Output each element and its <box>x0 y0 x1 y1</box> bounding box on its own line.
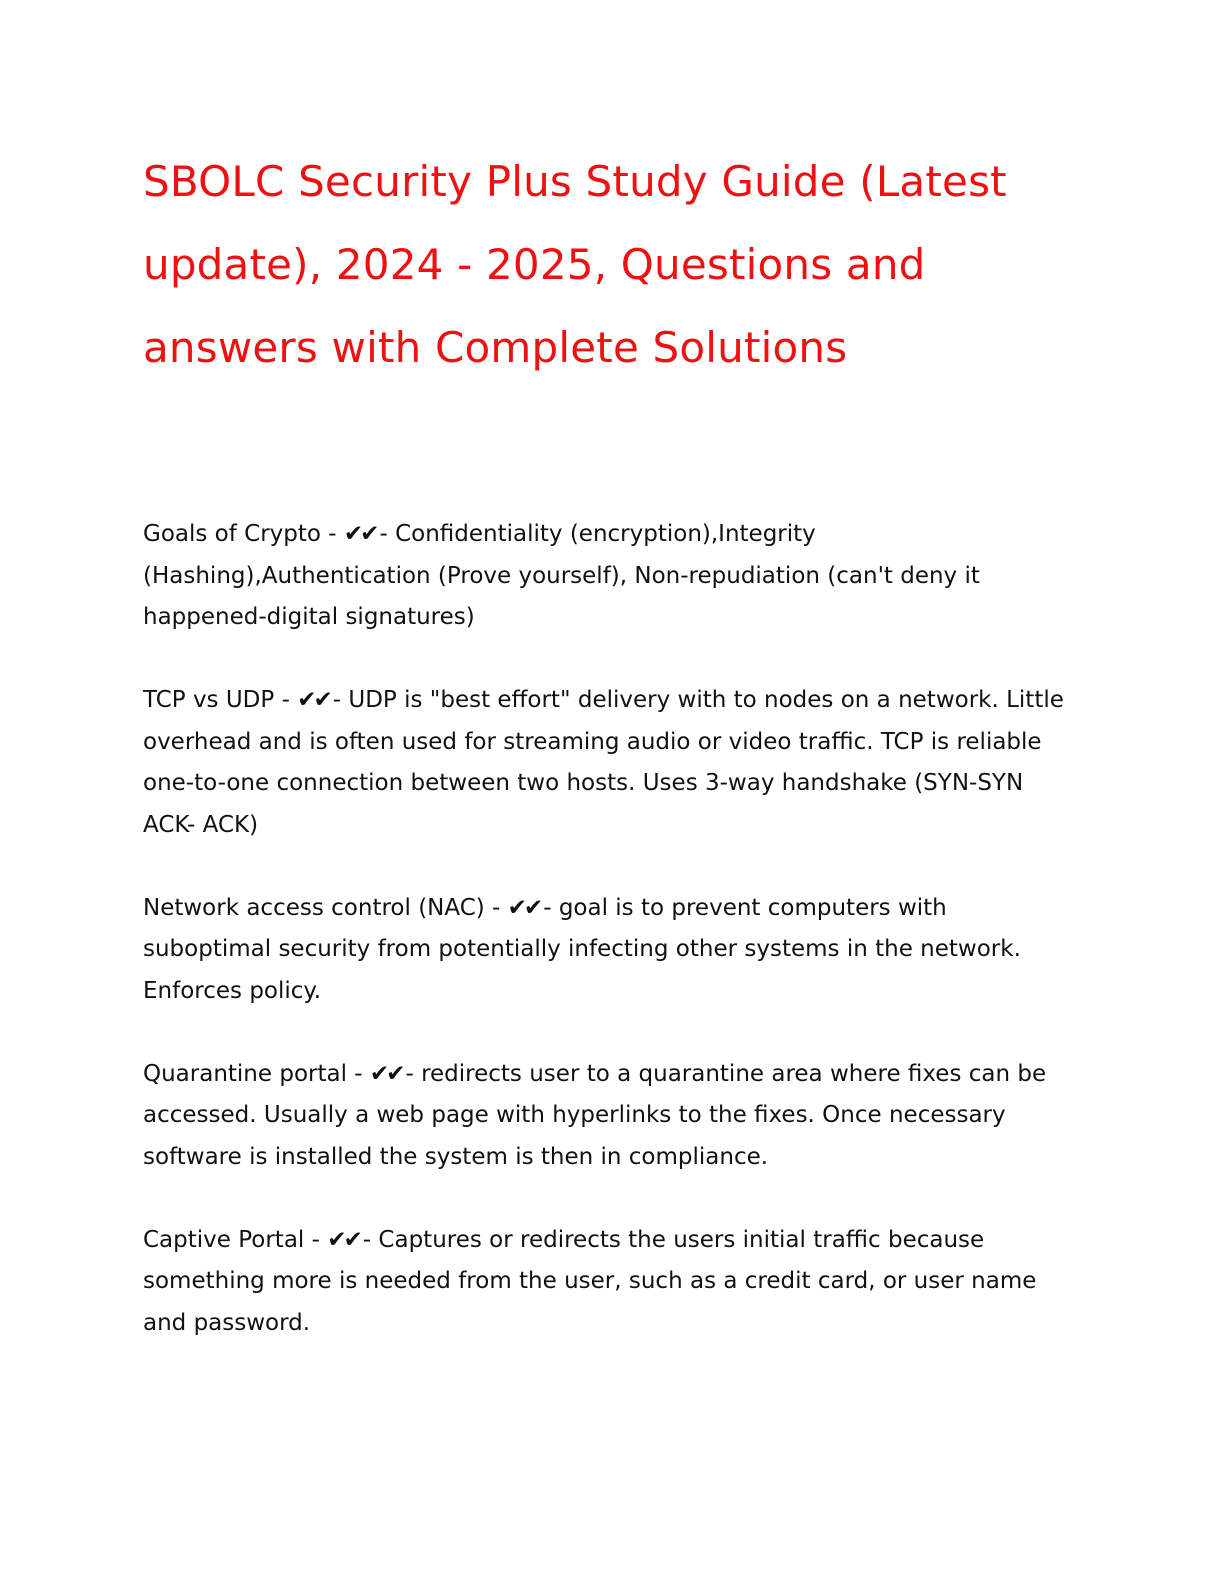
qa-list <box>143 514 1078 1344</box>
qa-separator: - <box>320 521 344 547</box>
qa-separator: - <box>274 687 298 713</box>
qa-answer-prefix: - <box>362 1226 379 1253</box>
check-mark-icon: ✔✔ <box>297 687 330 713</box>
qa-term: Quarantine portal <box>143 1060 347 1087</box>
qa-answer: goal is to prevent computers with suboptimal security from potentially infecting other systems in the network. Enforces policy. <box>143 894 1021 1004</box>
check-mark-icon: ✔✔ <box>343 521 377 547</box>
qa-answer: Confidentiality (encryption),Integrity (Hashing),Authentication (Prove yourself), Non-repudiation (can't deny it happened-digital signatures) <box>143 521 980 630</box>
qa-item <box>143 1220 1078 1345</box>
check-mark-icon: ✔✔ <box>327 1226 360 1253</box>
qa-term: Network access control (NAC) <box>143 894 485 921</box>
qa-item <box>143 680 1078 846</box>
qa-answer-prefix: - <box>543 894 559 921</box>
qa-item <box>143 514 1078 639</box>
qa-answer: UDP is "best effort" delivery with to nodes on a network. Little overhead and is often used for streaming audio or video traffic. TCP is reliable one-to-one connection between two hosts. Uses 3-way handshake (SYN-SYN ACK- ACK) <box>143 687 1064 838</box>
qa-term: TCP vs UDP <box>143 687 275 713</box>
check-mark-icon: ✔✔ <box>369 1060 403 1087</box>
page-title: SBOLC Security Plus Study Guide (Latest update), 2024 - 2025, Questions and answers with Complete Solutions <box>143 157 1007 372</box>
qa-item <box>143 1054 1078 1179</box>
check-mark-icon: ✔✔ <box>507 894 541 921</box>
qa-answer-prefix: - <box>332 687 349 713</box>
qa-answer: Captures or redirects the users initial traffic because something more is needed from the user, such as a credit card, or user name and password. <box>143 1226 1037 1336</box>
qa-answer-prefix: - <box>405 1060 422 1087</box>
qa-answer: redirects user to a quarantine area where fixes can be accessed. Usually a web page with hyperlinks to the fixes. Once necessary software is installed the system is then in compliance. <box>143 1060 1047 1170</box>
qa-answer-prefix: - <box>379 521 396 547</box>
qa-term: Captive Portal <box>143 1226 305 1253</box>
qa-separator: - <box>304 1226 328 1253</box>
qa-separator: - <box>484 894 508 921</box>
qa-separator: - <box>346 1060 370 1087</box>
qa-item <box>143 888 1078 1013</box>
qa-term: Goals of Crypto <box>143 521 321 547</box>
